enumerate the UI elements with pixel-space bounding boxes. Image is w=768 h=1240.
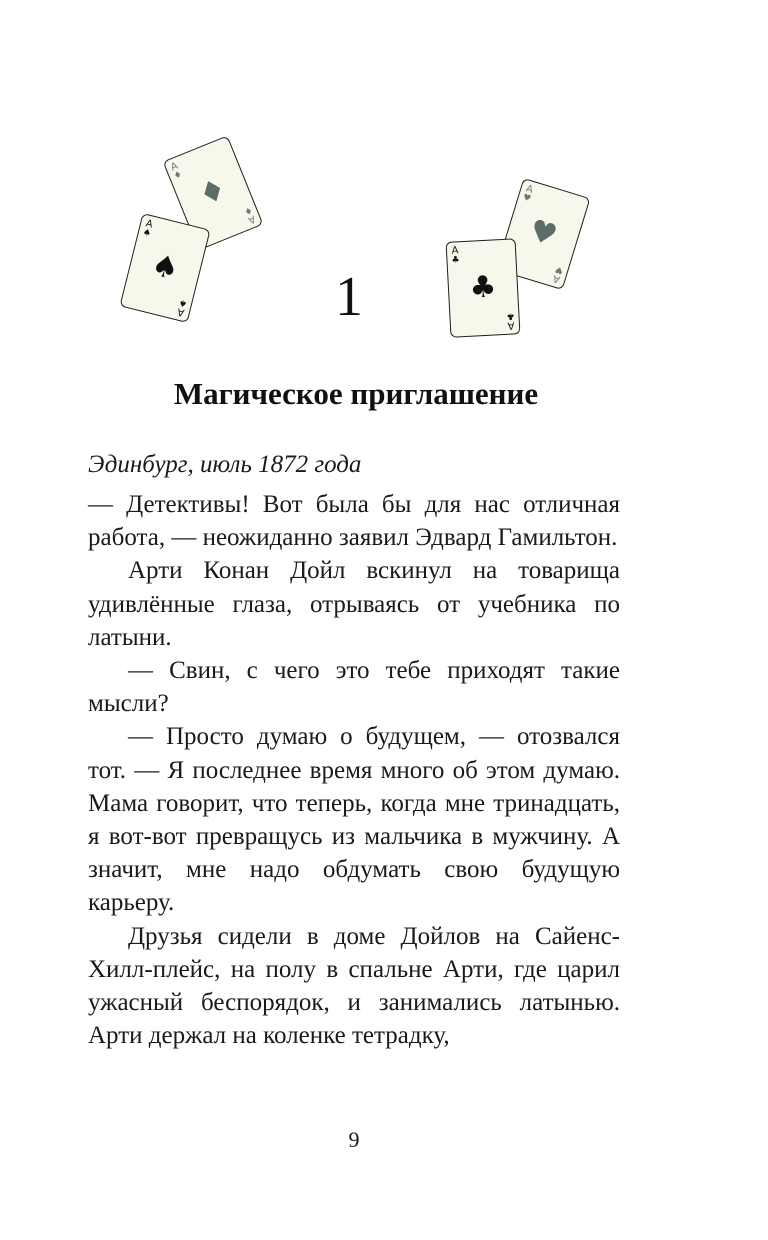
ace-of-clubs-card-icon: [446, 238, 521, 338]
chapter-number: 1: [335, 266, 363, 328]
heart-icon: ♥: [554, 263, 565, 276]
card-rank: A: [246, 212, 257, 226]
chapter-place-date: Эдинбург, июль 1872 года: [88, 451, 362, 478]
heart-icon: ♥: [521, 192, 532, 205]
paragraph: Друзья сидели в доме Дойлов на Сайенс-Хилл-плейс, на полу в спальне Арти, где царил ужасный беспорядок, и занимались латынью. Арти держал на коленке тетрадку,: [88, 922, 620, 1050]
diamond-icon: ♦: [193, 171, 232, 214]
club-icon: ♣: [506, 310, 515, 321]
card-rank: A: [451, 245, 459, 257]
card-rank: A: [551, 272, 562, 285]
card-rank: A: [169, 160, 180, 174]
ace-of-spades-card-icon: [119, 213, 210, 323]
club-icon: ♣: [451, 255, 460, 266]
paragraph: — Детективы! Вот была бы для нас отличная работа, — неожиданно заявил Эдвард Гамильтон.: [88, 491, 620, 552]
paragraph: — Просто думаю о будущем, — отозвался тот. — Я последнее время много об этом думаю. Мама говорит, что теперь, когда мне тринадцать, я вот-вот превращусь из мальчика в мужчину. А значит, мне надо обдумать свою будущую карьеру.: [88, 723, 620, 917]
paragraph: Арти Конан Дойл вскинул на товарища удивлённые глаза, отрываясь от учебника по латыни.: [88, 557, 620, 651]
spade-icon: ♠: [141, 227, 152, 240]
card-rank: A: [524, 183, 535, 196]
spade-icon: ♠: [178, 296, 189, 309]
chapter-title: Магическое приглашение: [173, 376, 539, 411]
spade-icon: ♠: [147, 247, 183, 288]
chapter-body-text: [88, 488, 620, 1052]
card-rank: A: [144, 218, 154, 231]
diamond-icon: ♦: [172, 169, 184, 182]
page-number: 9: [348, 1127, 360, 1152]
heart-icon: ♥: [525, 212, 562, 255]
card-rank: A: [176, 305, 186, 318]
paragraph: — Свин, с чего это тебе приходят такие мысли?: [88, 657, 620, 718]
diamond-icon: ♦: [242, 204, 254, 217]
club-icon: ♣: [468, 269, 498, 306]
card-rank: A: [507, 319, 515, 331]
